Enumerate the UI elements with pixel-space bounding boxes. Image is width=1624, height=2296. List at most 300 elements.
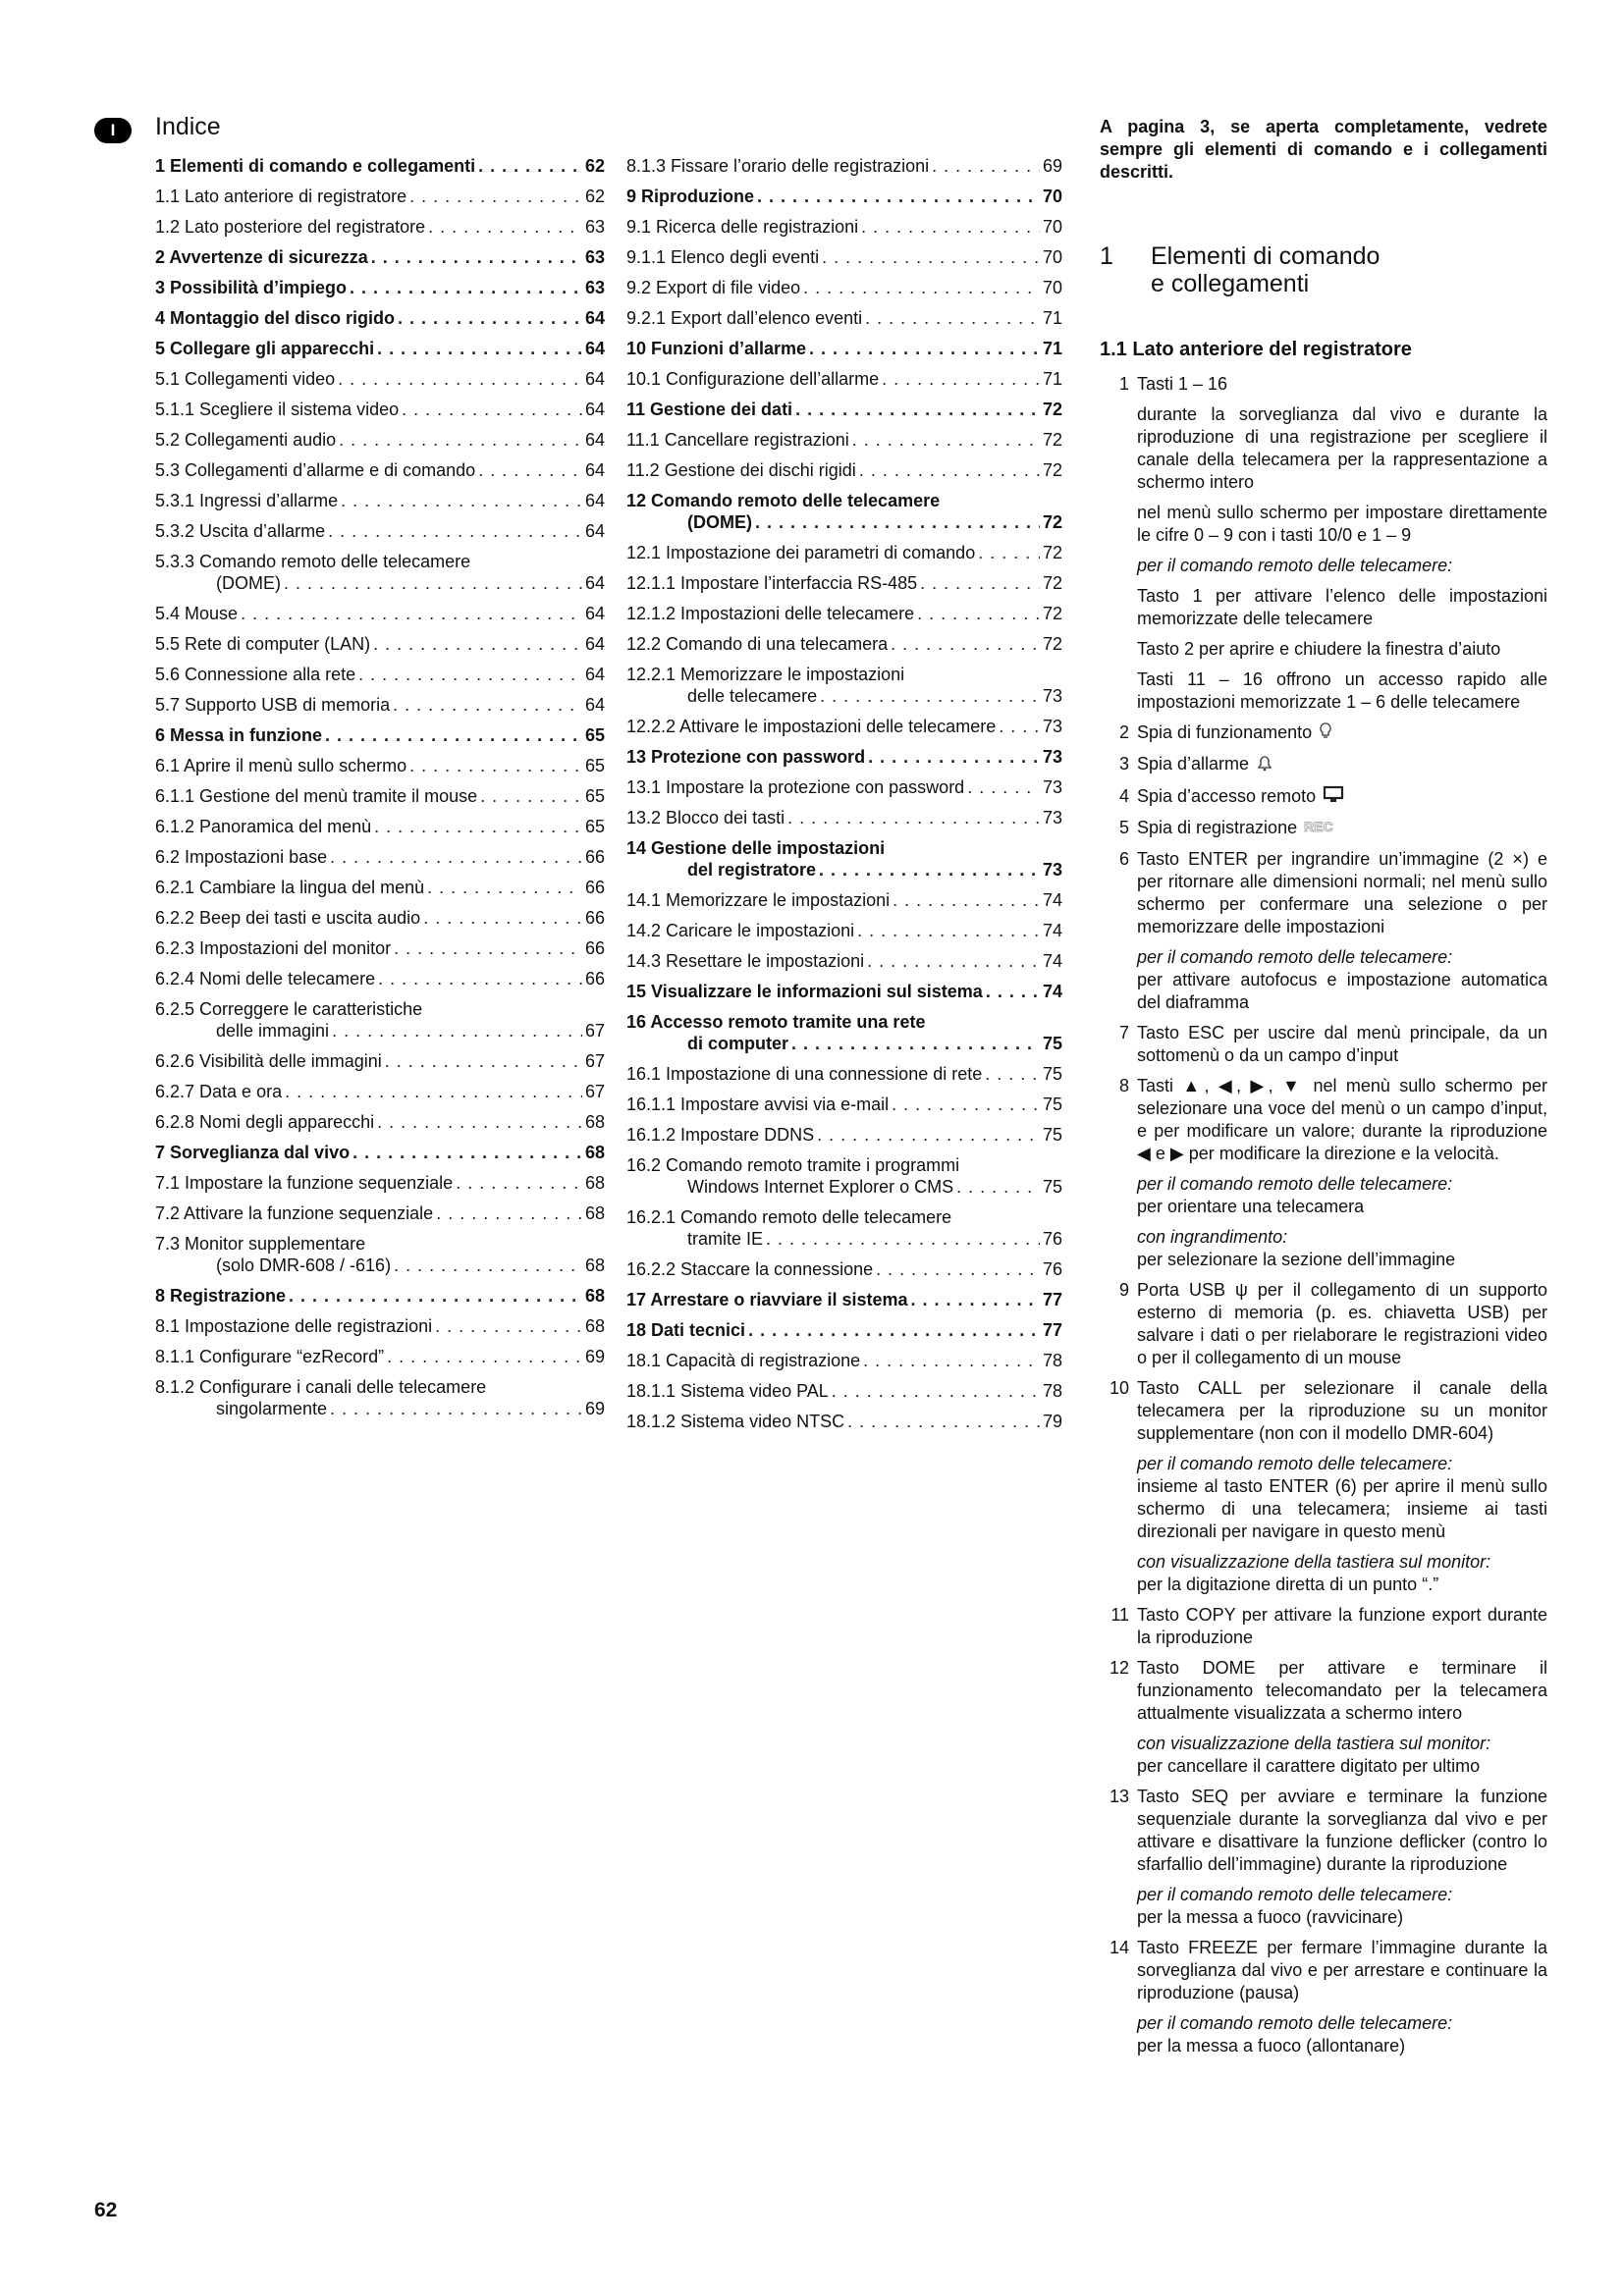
toc-entry-line	[626, 603, 1062, 624]
description-text	[1137, 585, 1547, 630]
toc-entry-title: 9.2 Export di file video	[626, 278, 801, 297]
context-note	[1137, 1884, 1547, 1906]
toc-entry-title: 14 Gestione delle impostazioni	[626, 838, 886, 858]
description-text	[1137, 848, 1547, 938]
element-item	[1100, 848, 1547, 1014]
toc-entry-title: 11.1 Cancellare registrazioni	[626, 430, 849, 450]
toc-entry	[155, 216, 605, 238]
toc-leader-dots	[755, 511, 1040, 533]
toc-entry-line	[155, 1255, 605, 1276]
toc-leader-dots	[861, 216, 1040, 238]
toc-entry-line	[155, 633, 605, 655]
toc-entry-continuation: (DOME)	[216, 573, 281, 593]
toc-entry-line	[155, 1285, 605, 1307]
toc-leader-dots	[435, 1315, 582, 1337]
description-span: per il comando remoto delle telecamere:	[1137, 1453, 1453, 1473]
toc-entry-title: 18.1.1 Sistema video PAL	[626, 1381, 829, 1401]
toc-entry	[155, 724, 605, 746]
toc-entry-line	[626, 307, 1062, 329]
toc-page-number: 64	[584, 308, 605, 328]
toc-entry-title: 4 Montaggio del disco rigido	[155, 308, 396, 328]
toc-entry-title: 6.2.3 Impostazioni del monitor	[155, 938, 392, 958]
toc-leader-dots	[868, 746, 1040, 768]
toc-page-number: 72	[1042, 543, 1062, 562]
toc-entry-continuation: delle immagini	[216, 1021, 330, 1041]
description-text	[1137, 1377, 1547, 1445]
toc-page-number: 68	[584, 1203, 605, 1223]
toc-leader-dots	[859, 459, 1040, 481]
context-note	[1137, 1226, 1547, 1249]
toc-entry-title: 16.1.1 Impostare avvisi via e-mail	[626, 1095, 890, 1114]
toc-entry-continuation: (solo DMR-608 / -616)	[216, 1255, 392, 1275]
toc-page-number: 72	[1042, 430, 1062, 450]
content-column	[1100, 116, 1547, 2065]
toc-leader-dots	[325, 724, 582, 746]
toc-leader-dots	[480, 785, 582, 807]
element-description	[1137, 785, 1547, 809]
toc-page-number: 64	[584, 695, 605, 715]
element-number: 10	[1109, 1377, 1129, 1398]
element-item	[1100, 1075, 1547, 1271]
description-span: nel menù sullo schermo per impostare direttamente le cifre 0 – 9 con i tasti 10/0 e 1 – 9	[1137, 503, 1547, 545]
toc-entry	[626, 572, 1062, 594]
toc-page-number: 74	[1042, 890, 1062, 910]
description-text	[1137, 1249, 1547, 1271]
toc-entry-line	[626, 746, 1062, 768]
toc-leader-dots	[423, 907, 582, 929]
toc-page-number: 65	[584, 786, 605, 806]
element-number: 13	[1109, 1786, 1129, 1806]
element-description	[1137, 1075, 1547, 1271]
toc-entry-line	[155, 520, 605, 542]
toc-entry-title: 5 Collegare gli apparecchi	[155, 339, 375, 358]
toc-entry-title: 2 Avvertenze di sicurezza	[155, 247, 368, 267]
element-description	[1137, 848, 1547, 1014]
alarm-bell-icon	[1255, 754, 1274, 777]
toc-entry	[155, 1142, 605, 1163]
toc-page-number: 64	[584, 604, 605, 623]
toc-page-number: 70	[1042, 278, 1062, 297]
toc-entry	[155, 155, 605, 177]
toc-page-number: 79	[1042, 1412, 1062, 1431]
toc-page-number: 71	[1042, 369, 1062, 389]
description-span: con visualizzazione della tastiera sul monitor:	[1137, 1551, 1491, 1572]
description-text	[1137, 1075, 1547, 1165]
element-number: 2	[1118, 722, 1129, 742]
toc-page-number: 64	[584, 400, 605, 419]
context-note	[1137, 2012, 1547, 2035]
toc-entry-line	[626, 186, 1062, 207]
toc-entry	[626, 1124, 1062, 1146]
element-item	[1100, 785, 1547, 809]
element-item	[1100, 1657, 1547, 1778]
element-description	[1137, 1377, 1547, 1596]
toc-entry-continuation: Windows Internet Explorer o CMS	[687, 1177, 954, 1197]
toc-entry-title: 15 Visualizzare le informazioni sul sistema	[626, 982, 983, 1001]
toc-page-number: 77	[1042, 1290, 1062, 1309]
toc-entry-line	[155, 1020, 605, 1041]
toc-entry	[626, 155, 1062, 177]
toc-entry	[626, 1063, 1062, 1085]
description-text	[1137, 1196, 1547, 1218]
toc-leader-dots	[978, 542, 1040, 563]
rec-icon	[1303, 818, 1336, 840]
toc-entry-line	[155, 724, 605, 746]
element-description	[1137, 817, 1547, 840]
toc-entry-title: 7.2 Attivare la funzione sequenziale	[155, 1203, 434, 1223]
toc-page-number: 75	[1042, 1064, 1062, 1084]
toc-entry-line	[626, 889, 1062, 911]
toc-entry-line	[155, 664, 605, 685]
toc-page-number: 73	[1042, 717, 1062, 736]
toc-leader-dots	[867, 950, 1040, 972]
toc-page-number: 69	[584, 1399, 605, 1418]
toc-page-number: 73	[1042, 777, 1062, 797]
element-item	[1100, 373, 1547, 714]
toc-leader-dots	[398, 307, 582, 329]
remote-access-icon	[1322, 785, 1345, 809]
toc-page-number: 62	[584, 156, 605, 176]
toc-entry-title: 18.1 Capacità di registrazione	[626, 1351, 861, 1370]
toc-page-number: 69	[1042, 156, 1062, 176]
toc-entry-title: 9 Riproduzione	[626, 187, 754, 206]
toc-page-number: 62	[584, 187, 605, 206]
toc-page-number: 64	[584, 665, 605, 684]
toc-entry-title: 11 Gestione dei dati	[626, 400, 793, 419]
toc-page-number: 68	[584, 1112, 605, 1132]
toc-entry-line	[155, 338, 605, 359]
toc-entry-title: 6.2.2 Beep dei tasti e uscita audio	[155, 908, 421, 928]
toc-leader-dots	[757, 186, 1040, 207]
element-item	[1100, 753, 1547, 776]
toc-page-number: 78	[1042, 1351, 1062, 1370]
toc-page-number: 73	[1042, 686, 1062, 706]
toc-leader-dots	[892, 1094, 1040, 1115]
element-description	[1137, 1937, 1547, 2057]
toc-leader-dots	[882, 368, 1040, 390]
toc-entry-line	[155, 368, 605, 390]
description-span: Tasti 11 – 16 offrono un accesso rapido alle impostazioni memorizzate 1 – 6 delle telecamere	[1137, 669, 1547, 712]
toc-entry-title: 1 Elementi di comando e collegamenti	[155, 156, 476, 176]
element-list	[1100, 373, 1547, 2057]
element-number: 8	[1118, 1075, 1129, 1095]
chapter-title: Elementi di comando e collegamenti	[1151, 242, 1380, 297]
toc-page-number: 64	[584, 491, 605, 510]
element-item	[1100, 817, 1547, 840]
toc-page-number: 73	[1042, 747, 1062, 767]
toc-entry-line	[626, 1124, 1062, 1146]
element-description	[1137, 1786, 1547, 1929]
toc-entry-line	[626, 981, 1062, 1002]
toc-entry	[155, 307, 605, 329]
description-text	[1137, 785, 1547, 809]
toc-leader-dots	[241, 603, 582, 624]
toc-leader-dots	[748, 1319, 1040, 1341]
toc-leader-dots	[911, 1289, 1040, 1310]
description-span: Spia d’accesso remoto	[1137, 785, 1317, 806]
toc-leader-dots	[332, 1020, 582, 1041]
toc-entry-title: 6.2.1 Cambiare la lingua del menù	[155, 878, 425, 897]
toc-leader-dots	[284, 572, 582, 594]
toc-entry-title: 16.1 Impostazione di una connessione di rete	[626, 1064, 983, 1084]
description-span: per il comando remoto delle telecamere:	[1137, 2012, 1453, 2033]
toc-entry-line	[626, 246, 1062, 268]
toc-leader-dots	[809, 338, 1040, 359]
toc-leader-dots	[478, 155, 582, 177]
context-note	[1137, 555, 1547, 577]
toc-entry	[155, 490, 605, 511]
toc-entry-line	[155, 1142, 605, 1163]
toc-entry-line	[626, 920, 1062, 941]
toc-entry	[155, 816, 605, 837]
toc-entry-line	[626, 716, 1062, 737]
toc-entry-title: 5.2 Collegamenti audio	[155, 430, 337, 450]
description-span: Porta USB ψ per il collegamento di un supporto esterno di memoria (p. es. chiavetta USB) per salvare i dati o per rielaborare le registrazioni video o per il collegamento di un mouse	[1137, 1279, 1547, 1367]
toc-leader-dots	[330, 846, 582, 868]
toc-entry-line	[626, 807, 1062, 828]
toc-page-number: 64	[584, 430, 605, 450]
toc-entry-line	[155, 1315, 605, 1337]
toc-entry	[626, 307, 1062, 329]
toc-entry-continuation: delle telecamere	[687, 686, 818, 706]
description-span: per selezionare la sezione dell’immagine	[1137, 1249, 1456, 1269]
toc-entry-line	[155, 785, 605, 807]
toc-entry-title: 6.1 Aprire il menù sullo schermo	[155, 756, 407, 775]
description-span: per cancellare il carattere digitato per ultimo	[1137, 1755, 1481, 1776]
toc-page-number: 73	[1042, 808, 1062, 828]
toc-page-number: 72	[1042, 512, 1062, 532]
element-number: 11	[1110, 1604, 1129, 1625]
toc-page-number: 72	[1042, 604, 1062, 623]
description-span: Tasto CALL per selezionare il canale della telecamera per la riproduzione su un monitor supplementare (non con il modello DMR-604)	[1137, 1377, 1547, 1443]
toc-entry-title: 13.1 Impostare la protezione con password	[626, 777, 965, 797]
toc-entry-line	[626, 511, 1062, 533]
description-text	[1137, 969, 1547, 1014]
toc-entry	[626, 1380, 1062, 1402]
toc-entry-line	[626, 1094, 1062, 1115]
toc-entry	[155, 846, 605, 868]
toc-entry-title: 1.1 Lato anteriore di registratore	[155, 187, 407, 206]
toc-entry	[626, 837, 1062, 881]
toc-entry-title: 8.1.2 Configurare i canali delle telecamere	[155, 1377, 487, 1397]
element-item	[1100, 721, 1547, 745]
element-number: 3	[1118, 754, 1129, 774]
description-text	[1137, 502, 1547, 547]
toc-entry	[155, 664, 605, 685]
toc-leader-dots	[385, 1050, 582, 1072]
page-title: Indice	[155, 113, 221, 140]
toc-page-number: 63	[584, 278, 605, 297]
toc-entry	[626, 399, 1062, 420]
toc-entry-title: 13 Protezione con password	[626, 747, 866, 767]
toc-entry-title: 5.4 Mouse	[155, 604, 239, 623]
chapter-number: 1	[1100, 242, 1113, 270]
toc-entry	[155, 520, 605, 542]
toc-entry	[626, 889, 1062, 911]
toc-entry-title: 8.1 Impostazione delle registrazioni	[155, 1316, 433, 1336]
element-number: 14	[1109, 1937, 1129, 1957]
description-text	[1137, 1475, 1547, 1543]
toc-entry-title: 16.2.1 Comando remoto delle telecamere	[626, 1207, 952, 1227]
description-span: per la messa a fuoco (allontanare)	[1137, 2035, 1406, 2056]
toc-entry	[626, 1154, 1062, 1198]
toc-entry	[155, 1081, 605, 1102]
toc-page-number: 71	[1042, 339, 1062, 358]
toc-leader-dots	[857, 920, 1040, 941]
toc-leader-dots	[378, 968, 582, 989]
toc-entry-line	[626, 459, 1062, 481]
toc-entry	[626, 603, 1062, 624]
toc-entry-line	[626, 776, 1062, 798]
description-span: durante la sorveglianza dal vivo e durante la riproduzione di una registrazione per scegliere il canale della telecamera per la rappresentazione a schermo intero	[1137, 404, 1547, 492]
toc-column-1	[155, 155, 605, 1428]
toc-entry-line	[626, 155, 1062, 177]
toc-entry-continuation: (DOME)	[687, 512, 752, 532]
toc-entry	[626, 1289, 1062, 1310]
toc-leader-dots	[402, 399, 582, 420]
toc-entry	[155, 277, 605, 298]
toc-entry-title: 16.2 Comando remoto tramite i programmi	[626, 1155, 960, 1175]
toc-entry	[626, 1011, 1062, 1054]
toc-entry	[626, 277, 1062, 298]
element-description	[1137, 1657, 1547, 1778]
toc-page-number: 71	[1042, 308, 1062, 328]
toc-entry	[626, 542, 1062, 563]
toc-entry	[626, 490, 1062, 533]
toc-entry	[155, 338, 605, 359]
toc-entry-title: 5.3 Collegamenti d’allarme e di comando	[155, 460, 476, 480]
toc-entry-title: 7.1 Impostare la funzione sequenziale	[155, 1173, 454, 1193]
toc-page-number: 74	[1042, 982, 1062, 1001]
toc-leader-dots	[893, 889, 1040, 911]
element-description	[1137, 1022, 1547, 1067]
toc-entry-title: 5.1.1 Scegliere il sistema video	[155, 400, 400, 419]
section-heading: 1.1 Lato anteriore del registratore	[1100, 339, 1412, 360]
description-text	[1137, 373, 1547, 396]
toc-entry-title: 14.3 Resettare le impostazioni	[626, 951, 865, 971]
toc-entry-title: 5.6 Connessione alla rete	[155, 665, 356, 684]
toc-entry-line	[155, 694, 605, 716]
toc-entry-line	[155, 155, 605, 177]
toc-entry-title: 14.2 Caricare le impostazioni	[626, 921, 855, 940]
toc-leader-dots	[863, 1350, 1040, 1371]
toc-entry-line	[155, 755, 605, 776]
element-description	[1137, 1279, 1547, 1369]
toc-page-number: 64	[584, 573, 605, 593]
toc-leader-dots	[289, 1285, 582, 1307]
toc-entry-title: 6.1.2 Panoramica del menù	[155, 817, 372, 836]
toc-entry-title: 5.1 Collegamenti video	[155, 369, 336, 389]
toc-page-number: 75	[1042, 1125, 1062, 1145]
description-span: Tasto 2 per aprire e chiudere la finestra d’aiuto	[1137, 639, 1501, 659]
toc-entry-line	[155, 216, 605, 238]
toc-entry-title: 6.2.7 Data e ora	[155, 1082, 283, 1101]
element-item	[1100, 1604, 1547, 1649]
toc-entry-title: 17 Arrestare o riavviare il sistema	[626, 1290, 908, 1309]
toc-page-number: 67	[584, 1082, 605, 1101]
toc-leader-dots	[820, 685, 1040, 707]
description-span: Tasto ENTER per ingrandire un’immagine (2 ×) e per ritornare alle dimensioni normali; nel menù sullo schermo per confermare una selezione o per memorizzare delle impostazioni	[1137, 848, 1547, 936]
toc-entry-title: 3 Possibilità d’impiego	[155, 278, 348, 297]
toc-entry	[155, 1315, 605, 1337]
toc-page-number: 70	[1042, 187, 1062, 206]
toc-entry	[155, 633, 605, 655]
toc-leader-dots	[891, 633, 1040, 655]
toc-entry-line	[626, 1350, 1062, 1371]
toc-entry-title: 9.2.1 Export dall’elenco eventi	[626, 308, 863, 328]
toc-leader-dots	[436, 1202, 582, 1224]
toc-entry	[626, 633, 1062, 655]
toc-leader-dots	[847, 1411, 1040, 1432]
toc-entry	[155, 1346, 605, 1367]
toc-entry-line	[155, 186, 605, 207]
toc-entry	[626, 1206, 1062, 1250]
language-badge: I	[94, 118, 132, 143]
toc-page-number: 66	[584, 847, 605, 867]
toc-leader-dots	[341, 490, 582, 511]
description-text	[1137, 1906, 1547, 1929]
toc-entry-line	[155, 1346, 605, 1367]
toc-entry	[155, 246, 605, 268]
toc-page-number: 66	[584, 938, 605, 958]
toc-page-number: 70	[1042, 247, 1062, 267]
context-note	[1137, 1453, 1547, 1475]
toc-entry-continuation: del registratore	[687, 860, 817, 880]
toc-page-number: 68	[584, 1173, 605, 1193]
toc-entry-title: 8.1.1 Configurare “ezRecord”	[155, 1347, 385, 1366]
toc-page-number: 69	[584, 1347, 605, 1366]
toc-entry-line	[626, 429, 1062, 451]
toc-entry-line	[626, 1411, 1062, 1432]
toc-page-number: 76	[1042, 1229, 1062, 1249]
toc-column-2	[626, 155, 1062, 1441]
toc-entry	[626, 246, 1062, 268]
toc-leader-dots	[999, 716, 1040, 737]
toc-entry	[155, 1233, 605, 1276]
toc-entry-title: 12 Comando remoto delle telecamere	[626, 491, 941, 510]
description-span: Tasto SEQ per avviare e terminare la funzione sequenziale durante la sorveglianza dal vivo e per attivare e disattivare la funzione deflicker (contro lo sfarfallio dell’immagine) durante la riproduzione	[1137, 1786, 1547, 1874]
toc-entry	[626, 368, 1062, 390]
description-span: Tasto DOME per attivare e terminare il funzionamento telecomandato per la telecamera attualmente visualizzata a schermo intero	[1137, 1657, 1547, 1723]
toc-entry	[626, 746, 1062, 768]
toc-page-number: 68	[584, 1143, 605, 1162]
toc-entry-title: 5.3.3 Comando remoto delle telecamere	[155, 552, 471, 571]
toc-entry-line	[155, 572, 605, 594]
toc-entry-line	[626, 368, 1062, 390]
svg-text:REC: REC	[1304, 818, 1333, 834]
description-text	[1137, 753, 1547, 776]
toc-entry-title: 6.1.1 Gestione del menù tramite il mouse	[155, 786, 478, 806]
toc-page-number: 66	[584, 969, 605, 988]
description-span: per orientare una telecamera	[1137, 1196, 1365, 1216]
description-text	[1137, 1279, 1547, 1369]
toc-entry-line	[155, 968, 605, 989]
toc-page-number: 78	[1042, 1381, 1062, 1401]
toc-leader-dots	[832, 1380, 1040, 1402]
description-text	[1137, 1786, 1547, 1876]
toc-entry	[626, 1411, 1062, 1432]
toc-entry	[155, 551, 605, 594]
toc-leader-dots	[330, 1398, 582, 1419]
toc-page-number: 65	[584, 725, 605, 745]
toc-page-number: 70	[1042, 217, 1062, 237]
toc-page-number: 75	[1042, 1177, 1062, 1197]
toc-page-number: 72	[1042, 573, 1062, 593]
toc-entry-title: 8 Registrazione	[155, 1286, 287, 1306]
toc-entry-title: 7.3 Monitor supplementare	[155, 1234, 366, 1254]
toc-leader-dots	[956, 1176, 1040, 1198]
toc-entry-line	[626, 1258, 1062, 1280]
